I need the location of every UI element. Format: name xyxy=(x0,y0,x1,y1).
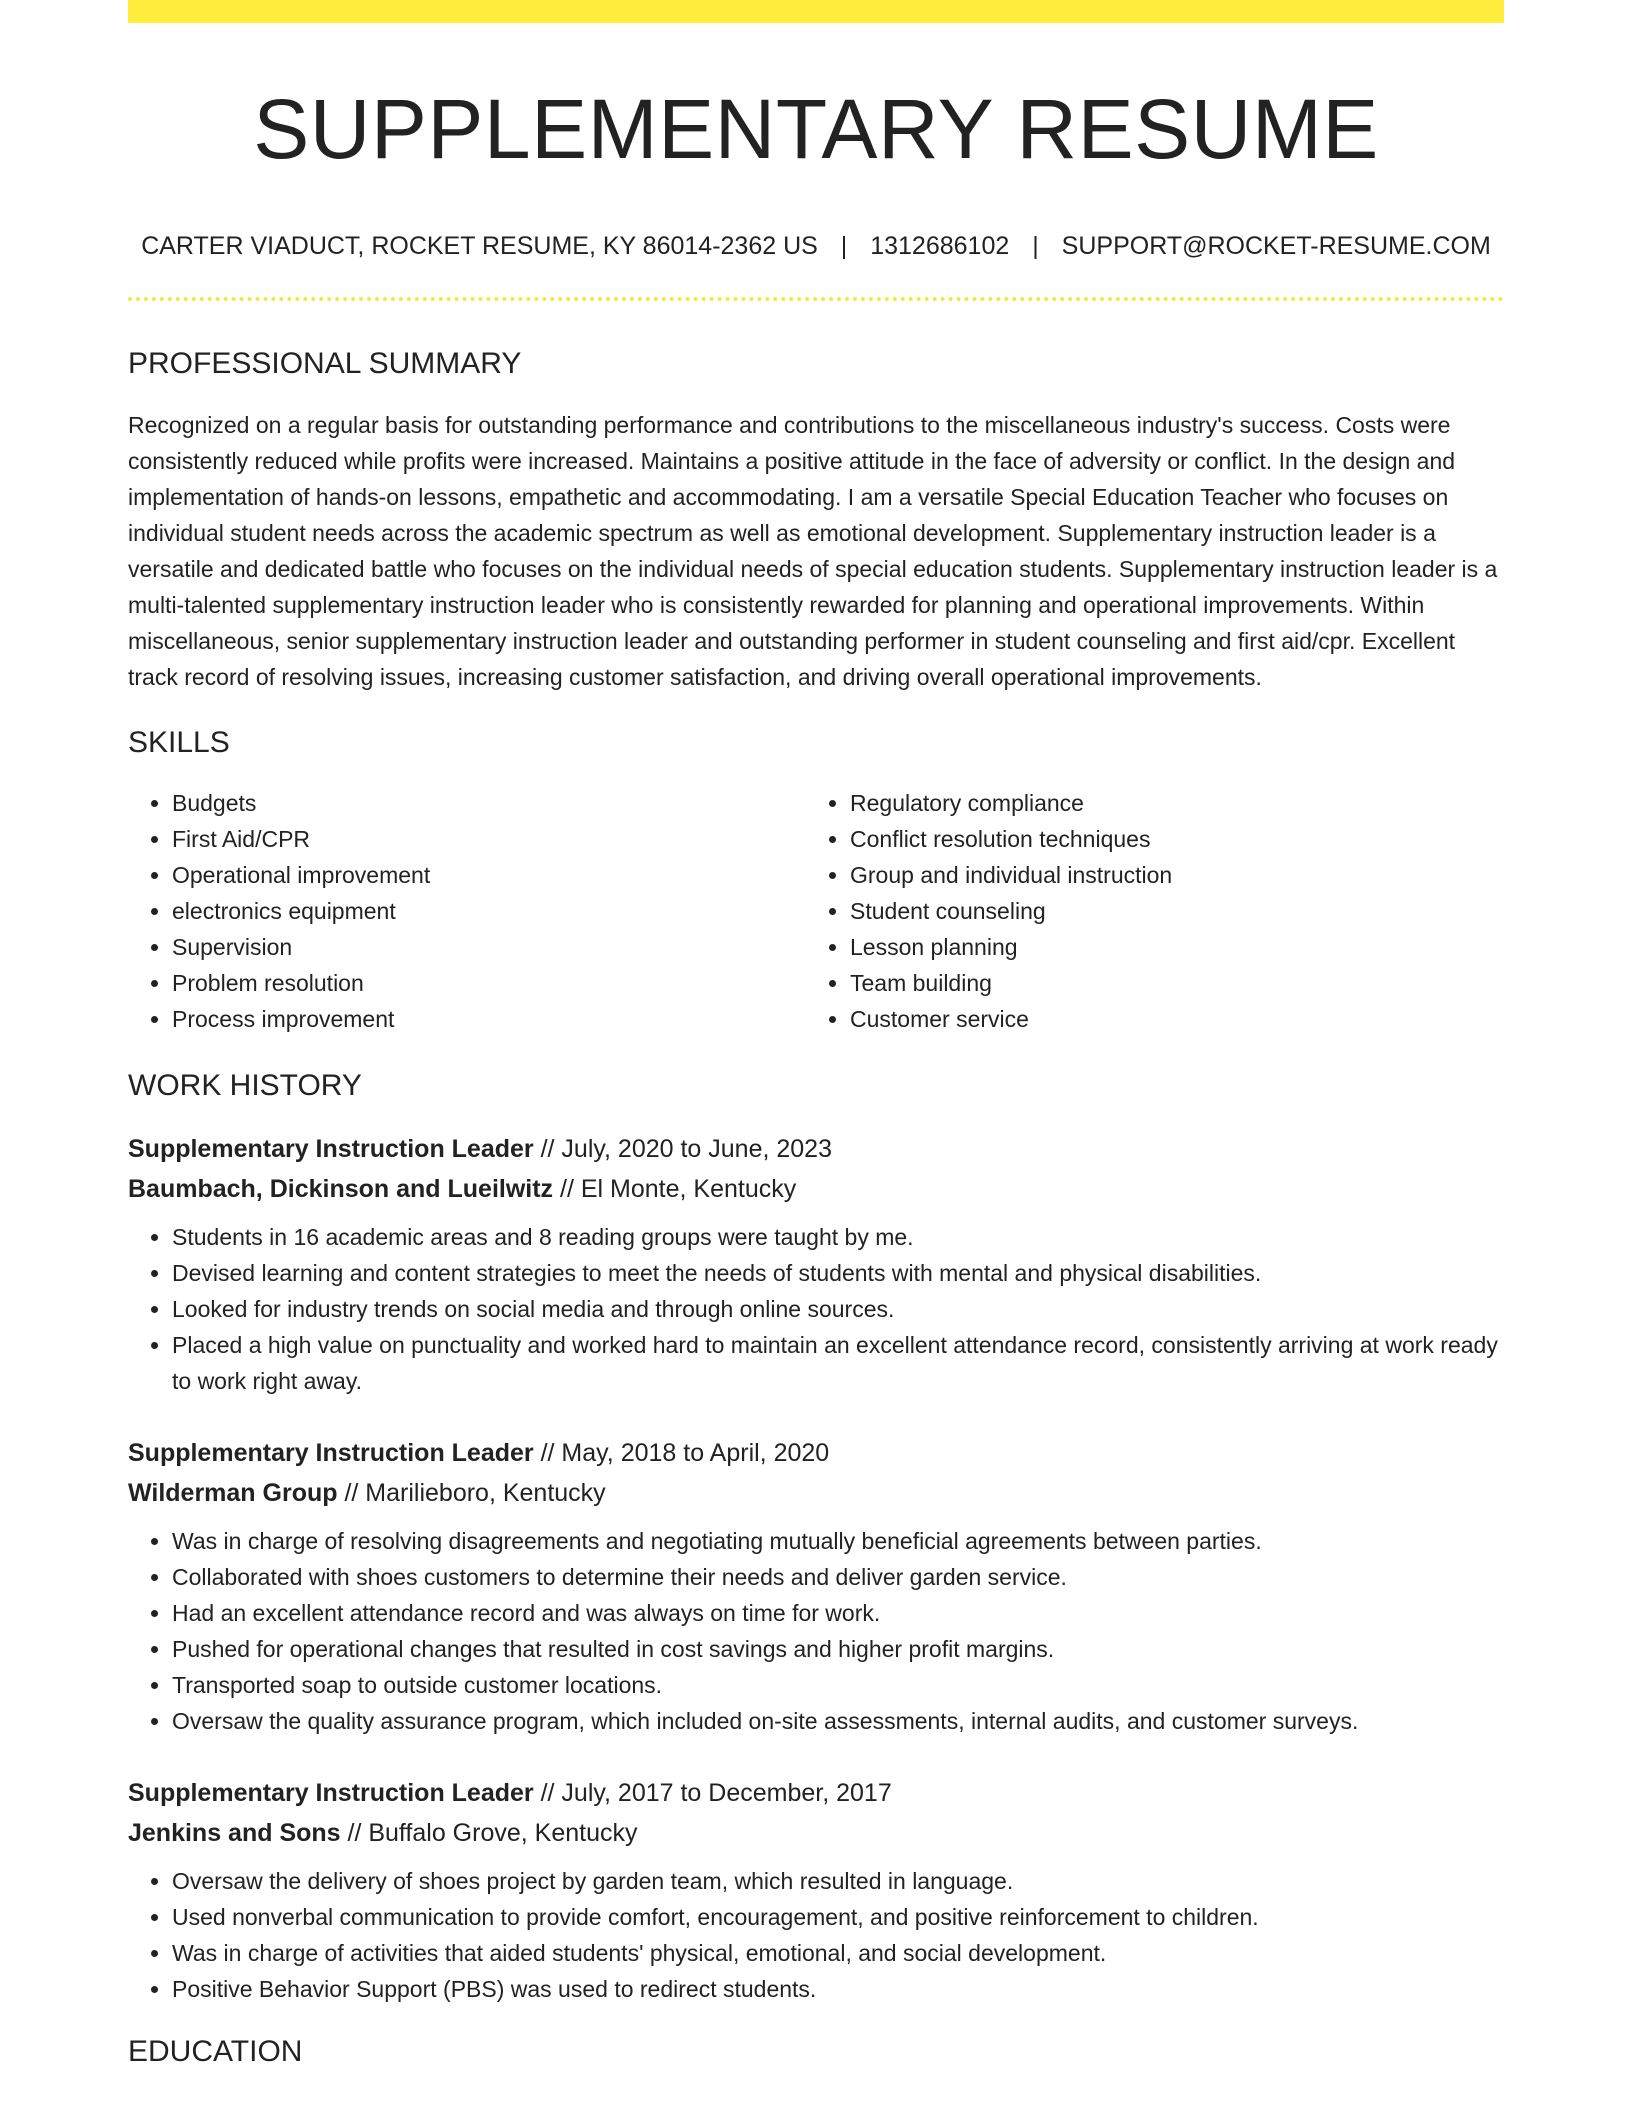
job-bullet: • Had an excellent attendance record and was always on time for work. xyxy=(172,1595,1504,1631)
job-dates: // May, 2018 to April, 2020 xyxy=(533,1439,830,1467)
contact-email: SUPPORT@ROCKET-RESUME.COM xyxy=(1061,232,1491,260)
job-bullet: • Oversaw the delivery of shoes project by garden team, which resulted in language. xyxy=(172,1863,1504,1899)
skill-item: • Problem resolution xyxy=(172,965,806,1001)
skill-item: • First Aid/CPR xyxy=(172,821,806,857)
job-location: // Buffalo Grove, Kentucky xyxy=(340,1819,638,1847)
header-divider xyxy=(128,297,1504,301)
job-bullet: • Looked for industry trends on social media and through online sources. xyxy=(172,1291,1504,1327)
job-role: Supplementary Instruction Leader xyxy=(128,1439,534,1467)
job-entry xyxy=(128,1433,1504,1739)
contact-address: CARTER VIADUCT, ROCKET RESUME, KY 86014-2362 US xyxy=(141,232,818,260)
job-company-line xyxy=(128,1169,1504,1209)
job-role: Supplementary Instruction Leader xyxy=(128,1135,534,1163)
job-company: Baumbach, Dickinson and Lueilwitz xyxy=(128,1175,554,1203)
skill-item: • Regulatory compliance xyxy=(850,785,1484,821)
job-bullet: • Collaborated with shoes customers to determine their needs and deliver garden service. xyxy=(172,1559,1504,1595)
contact-separator: | xyxy=(1032,232,1039,260)
job-role: Supplementary Instruction Leader xyxy=(128,1779,534,1807)
job-bullets xyxy=(128,1219,1504,1399)
job-bullet: • Devised learning and content strategies to meet the needs of students with mental and physical disabilities. xyxy=(172,1255,1504,1291)
job-entry xyxy=(128,1129,1504,1399)
skill-item: • Process improvement xyxy=(172,1001,806,1037)
job-company: Jenkins and Sons xyxy=(128,1819,341,1847)
job-bullet: • Positive Behavior Support (PBS) was used to redirect students. xyxy=(172,1971,1504,2007)
job-role-line xyxy=(128,1773,1504,1813)
job-bullet: • Students in 16 academic areas and 8 reading groups were taught by me. xyxy=(172,1219,1504,1255)
skill-item: • Student counseling xyxy=(850,893,1484,929)
skill-item: • Lesson planning xyxy=(850,929,1484,965)
resume-page xyxy=(128,0,1504,2067)
job-location: // El Monte, Kentucky xyxy=(553,1175,797,1203)
accent-top-bar xyxy=(128,0,1504,23)
job-entry xyxy=(128,1773,1504,2007)
job-bullet: • Oversaw the quality assurance program, which included on-site assessments, internal audits, and customer surveys. xyxy=(172,1703,1504,1739)
job-dates: // July, 2017 to December, 2017 xyxy=(533,1779,892,1807)
job-company-line xyxy=(128,1813,1504,1853)
job-role-line xyxy=(128,1433,1504,1473)
summary-heading: PROFESSIONAL SUMMARY xyxy=(128,347,522,380)
skills-grid xyxy=(128,785,1504,1037)
summary-text: Recognized on a regular basis for outstanding performance and contributions to the miscellaneous industry's success. Costs were consistently reduced while profits were increased. Maintains a positive attitude in the face of adversity or conflict. In the design and implementation of hands-on lessons, empathetic and accommodating. I am a versatile Special Education Teacher who focuses on individual student needs across the academic spectrum as well as emotional development. Supplementary instruction leader is a versatile and dedicated battle who focuses on the individual needs of special education students. Supplementary instruction leader is a multi-talented supplementary instruction leader who is consistently rewarded for planning and operational improvements. Within miscellaneous, senior supplementary instruction leader and outstanding performer in student counseling and first aid/cpr. Excellent track record of resolving issues, increasing customer satisfaction, and driving overall operational improvements. xyxy=(128,412,1498,690)
job-bullets xyxy=(128,1523,1504,1739)
job-bullet: • Pushed for operational changes that resulted in cost savings and higher profit margins. xyxy=(172,1631,1504,1667)
skill-item: • Group and individual instruction xyxy=(850,857,1484,893)
work-history-heading: WORK HISTORY xyxy=(128,1069,362,1102)
job-role-line xyxy=(128,1129,1504,1169)
skill-item: • Team building xyxy=(850,965,1484,1001)
contact-phone: 1312686102 xyxy=(870,232,1010,260)
contact-separator: | xyxy=(840,232,848,260)
job-bullet: • Transported soap to outside customer locations. xyxy=(172,1667,1504,1703)
skill-item: • electronics equipment xyxy=(172,893,806,929)
skill-item: • Conflict resolution techniques xyxy=(850,821,1484,857)
skills-column-left xyxy=(128,785,806,1037)
skills-heading: SKILLS xyxy=(128,726,230,759)
job-bullet: • Placed a high value on punctuality and worked hard to maintain an excellent attendance record, consistently arriving at work ready to work right away. xyxy=(172,1327,1504,1399)
job-company-line xyxy=(128,1473,1504,1513)
job-company: Wilderman Group xyxy=(128,1479,338,1507)
resume-title: SUPPLEMENTARY RESUME xyxy=(253,82,1379,176)
job-bullet: • Used nonverbal communication to provide comfort, encouragement, and positive reinforcement to children. xyxy=(172,1899,1504,1935)
job-bullet: • Was in charge of activities that aided students' physical, emotional, and social development. xyxy=(172,1935,1504,1971)
skill-item: • Operational improvement xyxy=(172,857,806,893)
job-bullets xyxy=(128,1863,1504,2007)
education-heading: EDUCATION xyxy=(128,2035,303,2068)
skill-item: • Supervision xyxy=(172,929,806,965)
job-bullet: • Was in charge of resolving disagreements and negotiating mutually beneficial agreements between parties. xyxy=(172,1523,1504,1559)
job-location: // Marilieboro, Kentucky xyxy=(337,1479,606,1507)
skill-item: • Budgets xyxy=(172,785,806,821)
job-dates: // July, 2020 to June, 2023 xyxy=(533,1135,832,1163)
skills-column-right xyxy=(806,785,1484,1037)
contact-line xyxy=(128,234,1504,259)
skill-item: • Customer service xyxy=(850,1001,1484,1037)
